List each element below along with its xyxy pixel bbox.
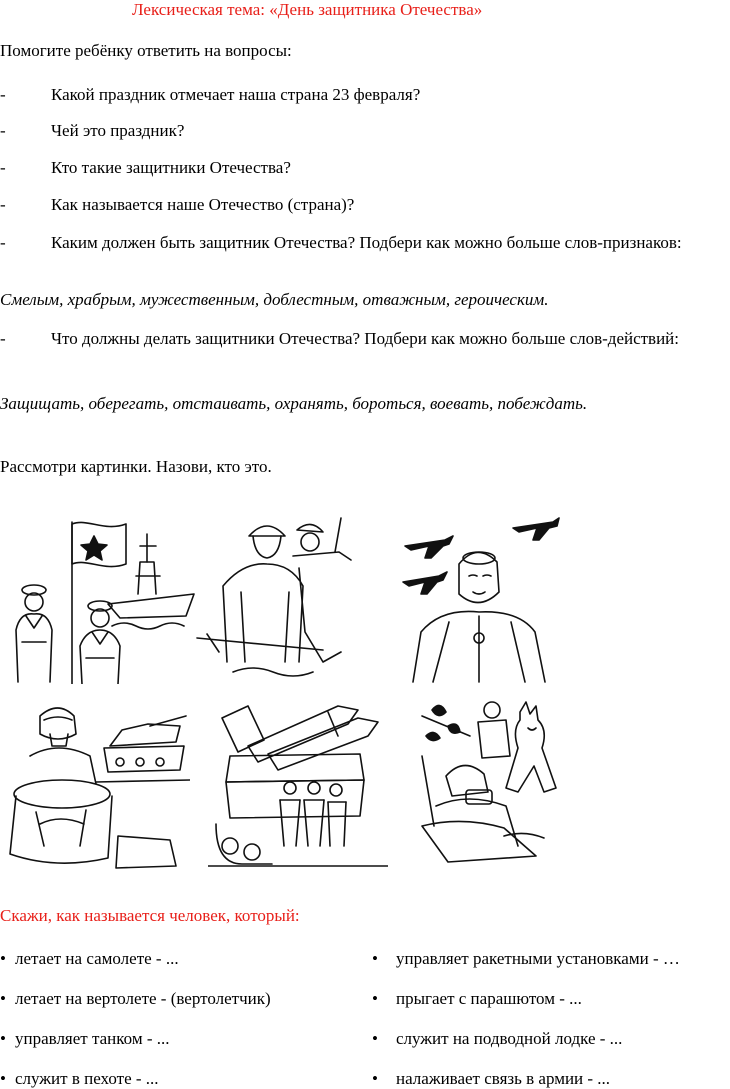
question-text: Чей это праздник? xyxy=(51,121,185,140)
dash-marker: - xyxy=(0,329,6,348)
pilot-illustration xyxy=(393,512,563,684)
list-item-text: служит на подводной лодке - ... xyxy=(396,1029,623,1048)
dash-marker: - xyxy=(0,195,6,214)
list-item xyxy=(0,1069,159,1089)
answer-traits: Смелым, храбрым, мужественным, доблестным, отважным, героическим. xyxy=(0,290,549,309)
bullet-marker: • xyxy=(372,989,378,1008)
bullet-marker: • xyxy=(0,1069,6,1088)
dash-marker: - xyxy=(0,233,6,252)
intro-text: Помогите ребёнку ответить на вопросы: xyxy=(0,41,292,60)
bullet-marker: • xyxy=(372,949,378,968)
page-title: Лексическая тема: «День защитника Отечества» xyxy=(132,0,483,19)
question-text: Как называется наше Отечество (страна)? xyxy=(51,195,355,214)
sailors-illustration xyxy=(8,512,198,684)
question-actions xyxy=(0,328,730,350)
rocket-launcher-illustration xyxy=(208,696,388,870)
bullet-marker: • xyxy=(372,1069,378,1088)
question-text: Каким должен быть защитник Отечества? Подбери как можно больше слов-признаков: xyxy=(51,233,682,252)
question-text: Кто такие защитники Отечества? xyxy=(51,158,291,177)
bullet-marker: • xyxy=(0,1029,6,1048)
list-item-text: налаживает связь в армии - ... xyxy=(396,1069,611,1088)
bullet-marker: • xyxy=(0,949,6,968)
answer-actions: Защищать, оберегать, отстаивать, охранять, бороться, воевать, побеждать. xyxy=(0,394,588,413)
list-item-text: управляет танком - ... xyxy=(15,1029,170,1048)
look-prompt: Рассмотри картинки. Назови, кто это. xyxy=(0,457,272,476)
infantry-soldiers-illustration xyxy=(193,512,355,684)
list-item-text: летает на вертолете - (вертолетчик) xyxy=(15,989,271,1008)
list-item-text: служит в пехоте - ... xyxy=(15,1069,159,1088)
question-traits xyxy=(0,232,730,254)
list-item xyxy=(0,989,271,1009)
list-item-text: прыгает с парашютом - ... xyxy=(396,989,582,1008)
question-text: Какой праздник отмечает наша страна 23 февраля? xyxy=(51,85,421,104)
bullet-marker: • xyxy=(0,989,6,1008)
list-item xyxy=(0,949,179,969)
list-item xyxy=(372,1029,622,1049)
border-guard-illustration xyxy=(408,696,566,868)
dash-marker: - xyxy=(0,158,6,177)
list-item xyxy=(0,1029,170,1049)
list-item-text: летает на самолете - ... xyxy=(15,949,179,968)
say-heading: Скажи, как называется человек, который: xyxy=(0,906,300,925)
list-item xyxy=(372,1069,610,1089)
dash-marker: - xyxy=(0,85,6,104)
tank-crewman-illustration xyxy=(0,696,190,870)
list-item xyxy=(372,949,680,969)
dash-marker: - xyxy=(0,121,6,140)
question-text: Что должны делать защитники Отечества? Подбери как можно больше слов-действий: xyxy=(51,329,680,348)
list-item xyxy=(372,989,582,1009)
list-item-text: управляет ракетными установками - … xyxy=(396,949,680,968)
bullet-marker: • xyxy=(372,1029,378,1048)
